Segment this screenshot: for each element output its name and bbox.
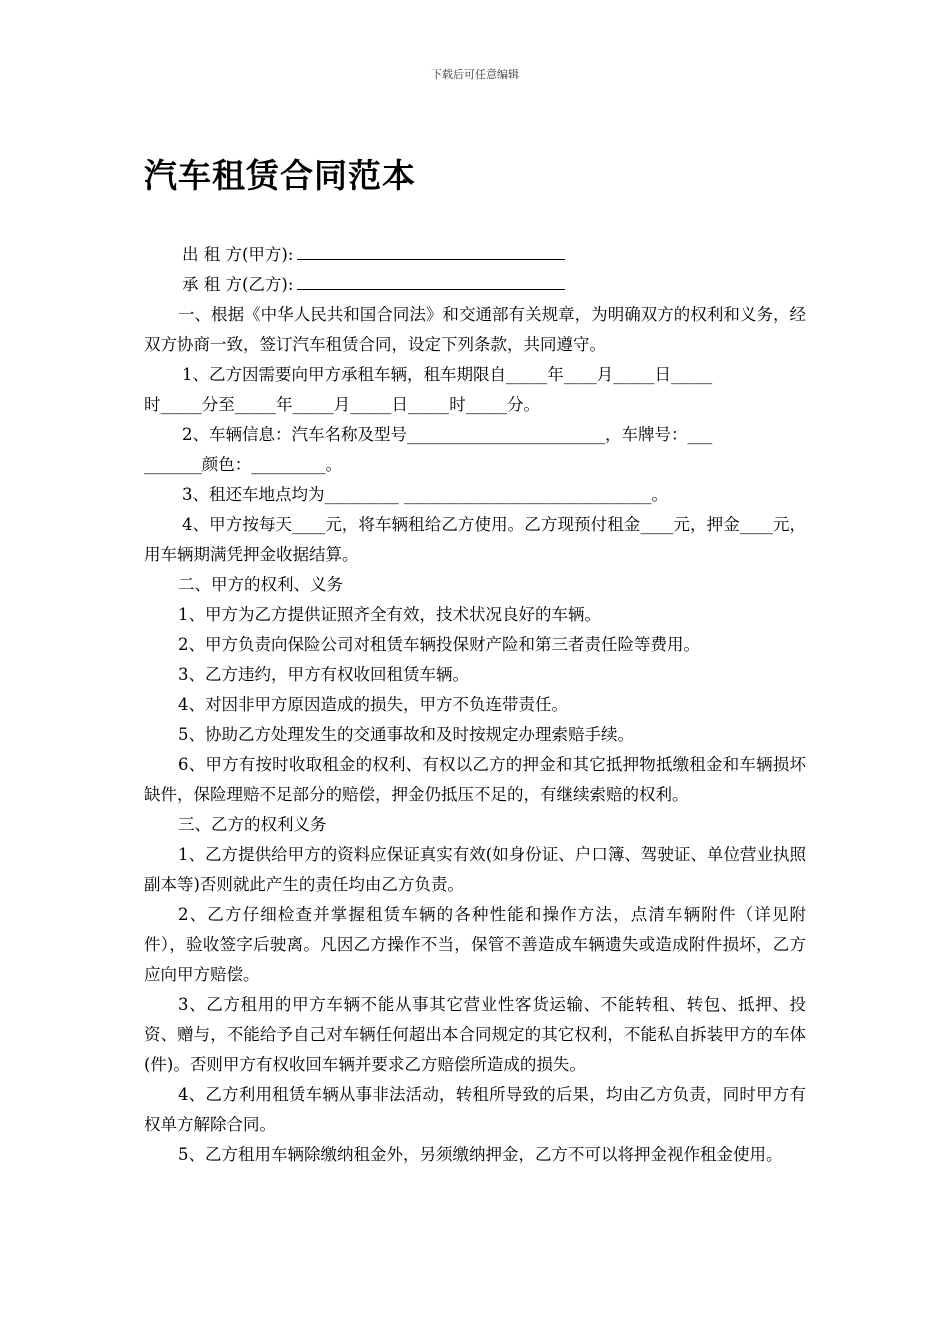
lessor-label: 出 租 方(甲方): — [182, 245, 294, 264]
section-3-heading: 三、乙方的权利义务 — [178, 815, 327, 834]
clause-4: 4、甲方按每天____元，将车辆租给乙方使用。乙方现预付租金____元，押金____元，用车辆期满凭押金收据结算。 — [144, 515, 806, 564]
section-3-item: 5、乙方租用车辆除缴纳租金外，另须缴纳押金，乙方不可以将押金视作租金使用。 — [178, 1145, 783, 1164]
lessor-line — [144, 240, 806, 270]
intro-paragraph: 一、根据《中华人民共和国合同法》和交通部有关规章，为明确双方的权利和义务，经双方协商一致，签订汽车租赁合同，设定下列条款，共同遵守。 — [144, 305, 806, 354]
section-2-item: 4、对因非甲方原因造成的损失，甲方不负连带责任。 — [178, 695, 568, 714]
clause-1-line-1: 1、乙方因需要向甲方承租车辆，租车期限自_____年____月_____日_____ — [182, 365, 713, 384]
lessee-line — [144, 270, 806, 300]
lessor-blank[interactable] — [297, 241, 565, 260]
section-3-item: 1、乙方提供给甲方的资料应保证真实有效(如身份证、户口簿、驾驶证、单位营业执照副本等)否则就此产生的责任均由乙方负责。 — [144, 845, 806, 894]
section-3-item: 2、乙方仔细检查并掌握租赁车辆的各种性能和操作方法，点清车辆附件（详见附件），验收签字后驶离。凡因乙方操作不当，保管不善造成车辆遗失或造成附件损坏，乙方应向甲方赔偿。 — [144, 905, 806, 984]
section-2-item: 6、甲方有按时收取租金的权利、有权以乙方的押金和其它抵押物抵缴租金和车辆损坏缺件，保险理赔不足部分的赔偿，押金仍抵压不足的，有继续索赔的权利。 — [144, 755, 806, 804]
clause-2-line-2: _______颜色：_________。 — [144, 455, 342, 474]
clause-3: 3、租还车地点均为_________ ______________________________。 — [182, 485, 668, 504]
lessee-blank[interactable] — [297, 271, 565, 290]
section-2-item: 3、乙方违约，甲方有权收回租赁车辆。 — [178, 665, 469, 684]
section-2-heading: 二、甲方的权利、义务 — [178, 575, 343, 594]
section-2-item: 2、甲方负责向保险公司对租赁车辆投保财产险和第三者责任险等费用。 — [178, 635, 700, 654]
contract-body — [144, 240, 806, 1170]
section-2-item: 1、甲方为乙方提供证照齐全有效，技术状况良好的车辆。 — [178, 605, 601, 624]
lessee-label: 承 租 方(乙方): — [182, 275, 294, 294]
document-title: 汽车租赁合同范本 — [144, 156, 416, 195]
clause-1-line-2: 时_____分至_____年_____月_____日_____时_____分。 — [144, 395, 540, 414]
clause-2-line-1: 2、车辆信息：汽车名称及型号________________________，车牌号：___ — [182, 425, 713, 444]
section-2-item: 5、协助乙方处理发生的交通事故和及时按规定办理索赔手续。 — [178, 725, 634, 744]
section-3-item: 4、乙方利用租赁车辆从事非法活动，转租所导致的后果，均由乙方负责，同时甲方有权单方解除合同。 — [144, 1085, 806, 1134]
page-header: 下载后可任意编辑 — [431, 68, 519, 81]
section-3-item: 3、乙方租用的甲方车辆不能从事其它营业性客货运输、不能转租、转包、抵押、投资、赠与，不能给予自己对车辆任何超出本合同规定的其它权利，不能私自拆装甲方的车体(件)。否则甲方有权收回车辆并要求乙方赔偿所造成的损失。 — [144, 995, 806, 1074]
